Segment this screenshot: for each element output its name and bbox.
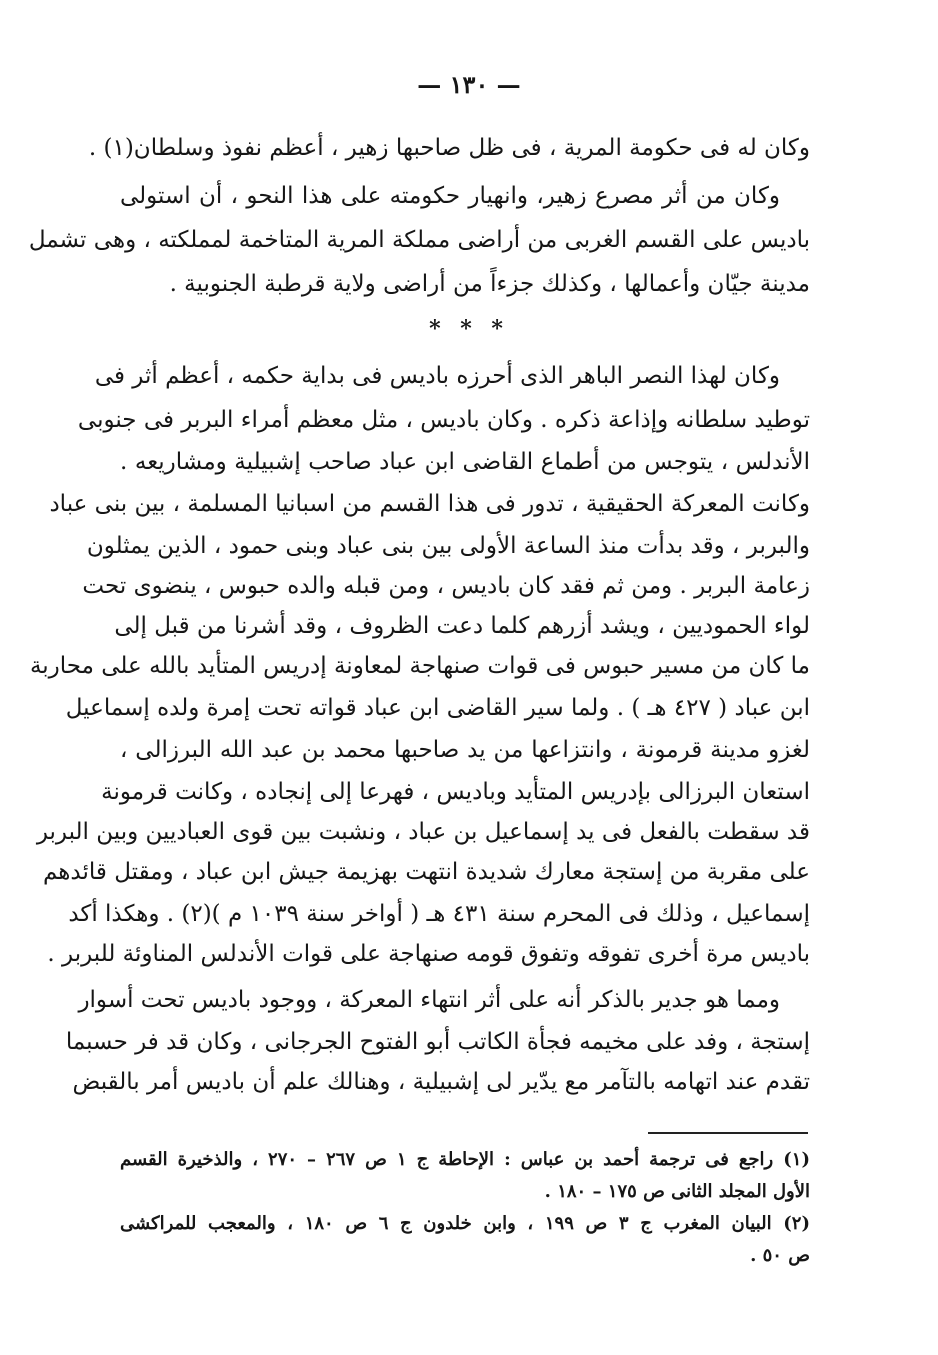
text-line: ومما هو جدير بالذكر أنه على أثر انتهاء المعركة ، ووجود باديس تحت أسوار <box>78 987 780 1013</box>
text-line: باديس مرة أخرى تفوقه وتفوق قومه صنهاجة على قوات الأندلس المناوئة للبربر . <box>47 941 810 967</box>
text-line: ابن عباد ( ٤٢٧ هـ ) . ولما سير القاضى ابن عباد قواته تحت إمرة ولده إسماعيل <box>65 695 810 721</box>
footnote-rule <box>648 1132 808 1134</box>
page-number: — ١٣٠ — <box>417 70 521 99</box>
text-line: وكان له فى حكومة المرية ، فى ظل صاحبها زهير ، أعظم نفوذ وسلطان(١) . <box>88 135 810 161</box>
text-line: وكان لهذا النصر الباهر الذى أحرزه باديس فى بداية حكمه ، أعظم أثر فى <box>94 363 780 389</box>
text-line: الأندلس ، يتوجس من أطماع القاضى ابن عباد صاحب إشبيلية ومشاريعه . <box>120 449 810 475</box>
footnote-2: (٢) البيان المغرب ج ٣ ص ١٩٩ ، وابن خلدون ج ٦ ص ١٨٠ ، والمعجب للمراكشى <box>120 1213 810 1234</box>
text-line: لواء الحموديين ، ويشد أزرهم كلما دعت الظروف ، وقد أشرنا من قبل إلى <box>114 613 810 639</box>
text-line: وكانت المعركة الحقيقية ، تدور فى هذا القسم من اسبانيا المسلمة ، بين بنى عباد <box>49 491 810 517</box>
text-line: مدينة جيّان وأعمالها ، وكذلك جزءاً من أراضى ولاية قرطبة الجنوبية . <box>169 271 810 297</box>
text-line: ما كان من مسير حبوس فى قوات صنهاجة لمعاونة إدريس المتأيد بالله على محاربة <box>29 653 810 679</box>
text-line: إستجة ، وفد على مخيمه فجأة الكاتب أبو الفتوح الجرجانى ، وكان قد فر حسبما <box>65 1029 810 1055</box>
text-line: توطيد سلطانه وإذاعة ذكره . وكان باديس ، مثل معظم أمراء البربر فى جنوبى <box>77 407 810 433</box>
text-line: وكان من أثر مصرع زهير، وانهيار حكومته على هذا النحو ، أن استولى <box>120 183 780 209</box>
text-line: لغزو مدينة قرمونة ، وانتزاعها من يد صاحبها محمد بن عبد الله البرزالى ، <box>120 737 810 763</box>
text-line: إسماعيل ، وذلك فى المحرم سنة ٤٣١ هـ ( أواخر سنة ١٠٣٩ م )(٢) . وهكذا أكد <box>68 901 810 927</box>
text-line: استعان البرزالى بإدريس المتأيد وباديس ، فهرعا إلى إنجاده ، وكانت قرمونة <box>101 779 810 805</box>
footnote-2-continued: ص ٥٠ . <box>750 1245 810 1266</box>
text-line: على مقربة من إستجة معارك شديدة انتهت بهزيمة جيش ابن عباد ، ومقتل قائدهم <box>43 859 810 885</box>
text-line: باديس على القسم الغربى من أراضى مملكة المرية المتاخمة لمملكته ، وهى تشمل <box>28 227 810 253</box>
footnote-1: (١) راجع فى ترجمة أحمد بن عباس : الإحاطة ج ١ ص ٢٦٧ – ٢٧٠ ، والذخيرة القسم <box>120 1149 810 1170</box>
footnote-1-continued: الأول المجلد الثانى ص ١٧٥ – ١٨٠ . <box>544 1181 810 1202</box>
text-line: قد سقطت بالفعل فى يد إسماعيل بن عباد ، ونشبت بين قوى العباديين وبين البربر <box>36 819 810 845</box>
section-separator: * * * <box>429 316 509 342</box>
text-line: زعامة البربر . ومن ثم فقد كان باديس ، ومن قبله والده حبوس ، ينضوى تحت <box>82 573 810 599</box>
text-line: والبربر ، وقد بدأت منذ الساعة الأولى بين بنى عباد وبنى حمود ، الذين يمثلون <box>86 533 810 559</box>
text-line: تقدم عند اتهامه بالتآمر مع يدّير لى إشبيلية ، وهنالك علم أن باديس أمر بالقبض <box>72 1069 810 1095</box>
